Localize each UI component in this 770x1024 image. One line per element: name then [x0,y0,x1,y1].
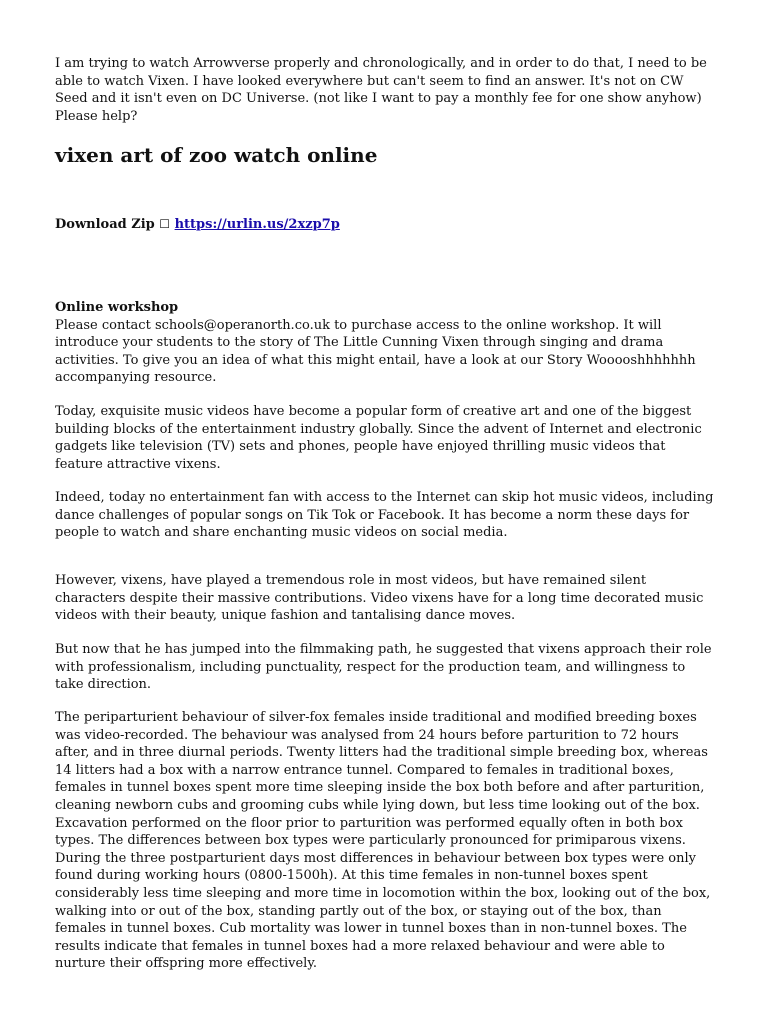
workshop-body: Please contact schools@operanorth.co.uk to purchase access to the online workshop. It will introduce your students to the story of The Little Cunning Vixen through singing and drama activities. To give you an idea of what this might entail, have a look at our Story Wooooshhhhhhh accompanying resource. [55,317,696,386]
workshop-section [55,299,715,387]
download-separator-icon: ☐ [159,217,171,231]
workshop-heading: Online workshop [55,300,179,315]
download-line [55,216,715,234]
body-paragraph: However, vixens, have played a tremendous role in most videos, but have remained silent characters despite their massive contributions. Video vixens have for a long time decorated music videos with their beauty, unique fashion and tantalising dance moves. [55,573,704,624]
intro-paragraph: I am trying to watch Arrowverse properly and chronologically, and in order to do that, I need to be able to watch Vixen. I have looked everywhere but can't seem to find an answer. It's not on CW Seed and it isn't even on DC Universe. (not like I want to pay a monthly fee for one show anyhow) Please help? [55,56,707,124]
page-title: vixen art of zoo watch online [55,143,378,167]
download-link[interactable]: https://urlin.us/2xzp7p [174,217,340,232]
download-label: Download Zip [55,217,155,232]
body-paragraph: But now that he has jumped into the filmmaking path, he suggested that vixens approach their role with professionalism, including punctuality, respect for the production team, and willingness to take direction. [55,642,712,693]
body-paragraph: Indeed, today no entertainment fan with access to the Internet can skip hot music videos, including dance challenges of popular songs on Tik Tok or Facebook. It has become a norm these days for people to watch and share enchanting music videos on social media. [55,490,714,541]
body-paragraph: Today, exquisite music videos have become a popular form of creative art and one of the biggest building blocks of the entertainment industry globally. Since the advent of Internet and electronic gadgets like television (TV) sets and phones, people have enjoyed thrilling music videos that feature attractive vixens. [55,404,702,472]
body-paragraph: The periparturient behaviour of silver-fox females inside traditional and modified breeding boxes was video-recorded. The behaviour was analysed from 24 hours before parturition to 72 hours after, and in three diurnal periods. Twenty litters had the traditional simple breeding box, whereas 14 litters had a box with a narrow entrance tunnel. Compared to females in traditional boxes, females in tunnel boxes spent more time sleeping inside the box both before and after parturition, cleaning newborn cubs and grooming cubs while lying down, but less time looking out of the box. Excavation performed on the floor prior to parturition was performed equally often in both box types. The differences between box types were particularly pronounced for primiparous vixens. During the three postparturient days most differences in behaviour between box types were only found during working hours (0800-1500h). At this time females in non-tunnel boxes spent considerably less time sleeping and more time in locomotion within the box, looking out of the box, walking into or out of the box, standing partly out of the box, or staying out of the box, than females in tunnel boxes. Cub mortality was lower in tunnel boxes than in non-tunnel boxes. The results indicate that females in tunnel boxes had a more relaxed behaviour and were able to nurture their offspring more effectively. [55,710,711,972]
